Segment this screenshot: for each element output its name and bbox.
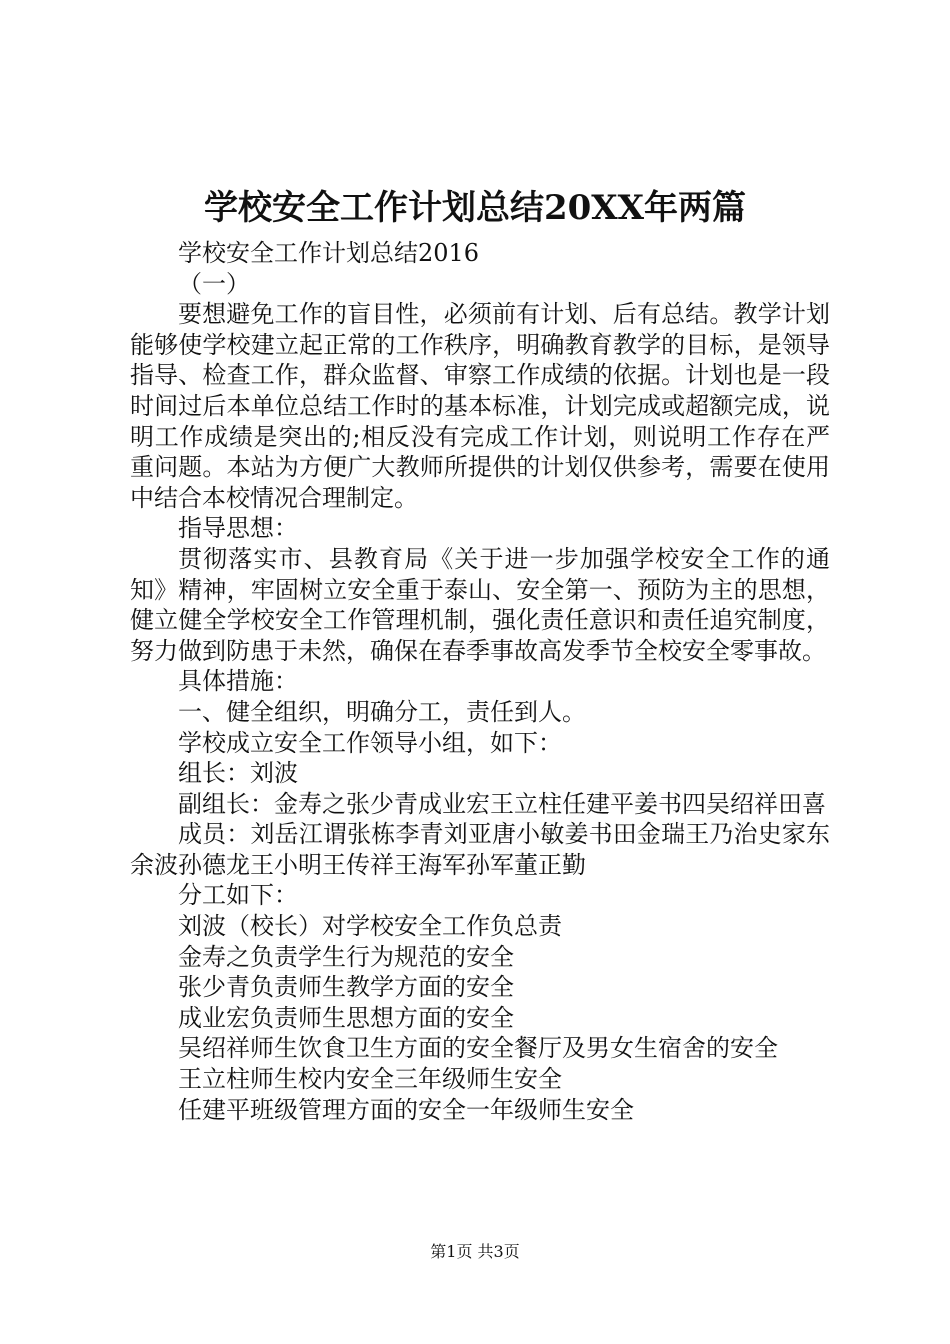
document-title: 学校安全工作计划总结20XX年两篇 [203,188,747,228]
leadership-group-intro: 学校成立安全工作领导小组，如下： [178,728,562,757]
deputy-leaders: 副组长：金寿之张少青成业宏王立柱任建平姜书四吴绍祥田喜 [178,789,826,818]
heading-specific-measures: 具体措施： [178,667,298,696]
duty-item: 刘波（校长）对学校安全工作负总责 [178,912,562,941]
document-body [130,238,830,1125]
guiding-ideology-paragraph: 贯彻落实市、县教育局《关于进一步加强学校安全工作的通知》精神，牢固树立安全重于泰山、安全第一、预防为主的思想，健立健全学校安全工作管理机制，强化责任意识和责任追究制度，努力做到防患于未然，确保在春季事故高发季节全校安全零事故。 [130,544,830,665]
heading-guiding-ideology: 指导思想： [178,514,298,543]
group-members: 成员：刘岳江谓张栋李青刘亚唐小敏姜书田金瑞王乃治史家东余波孙德龙王小明王传祥王海军孙军董正勤 [130,820,830,879]
page-footer: 第1页 共3页 [430,1242,520,1261]
duty-item: 王立柱师生校内安全三年级师生安全 [178,1065,562,1094]
division-heading: 分工如下： [178,881,298,910]
duty-item: 张少青负责师生教学方面的安全 [178,973,514,1002]
section-number: （一） [178,269,250,298]
duty-item: 金寿之负责学生行为规范的安全 [178,942,514,971]
group-leader: 组长：刘波 [178,759,298,788]
measure-item-1: 一、健全组织，明确分工，责任到人。 [178,697,586,726]
duty-item: 吴绍祥师生饮食卫生方面的安全餐厅及男女生宿舍的安全 [178,1034,778,1063]
duty-item: 成业宏负责师生思想方面的安全 [178,1003,514,1032]
duty-item: 任建平班级管理方面的安全一年级师生安全 [178,1095,634,1124]
subtitle: 学校安全工作计划总结2016 [178,239,480,267]
intro-paragraph: 要想避免工作的盲目性，必须前有计划、后有总结。教学计划能够使学校建立起正常的工作秩序，明确教育教学的目标，是领导指导、检查工作，群众监督、审察工作成绩的依据。计划也是一段时间过后本单位总结工作时的基本标准，计划完成或超额完成，说明工作成绩是突出的;相反没有完成工作计划，则说明工作存在严重问题。本站为方便广大教师所提供的计划仅供参考，需要在使用中结合本校情况合理制定。 [130,300,830,512]
